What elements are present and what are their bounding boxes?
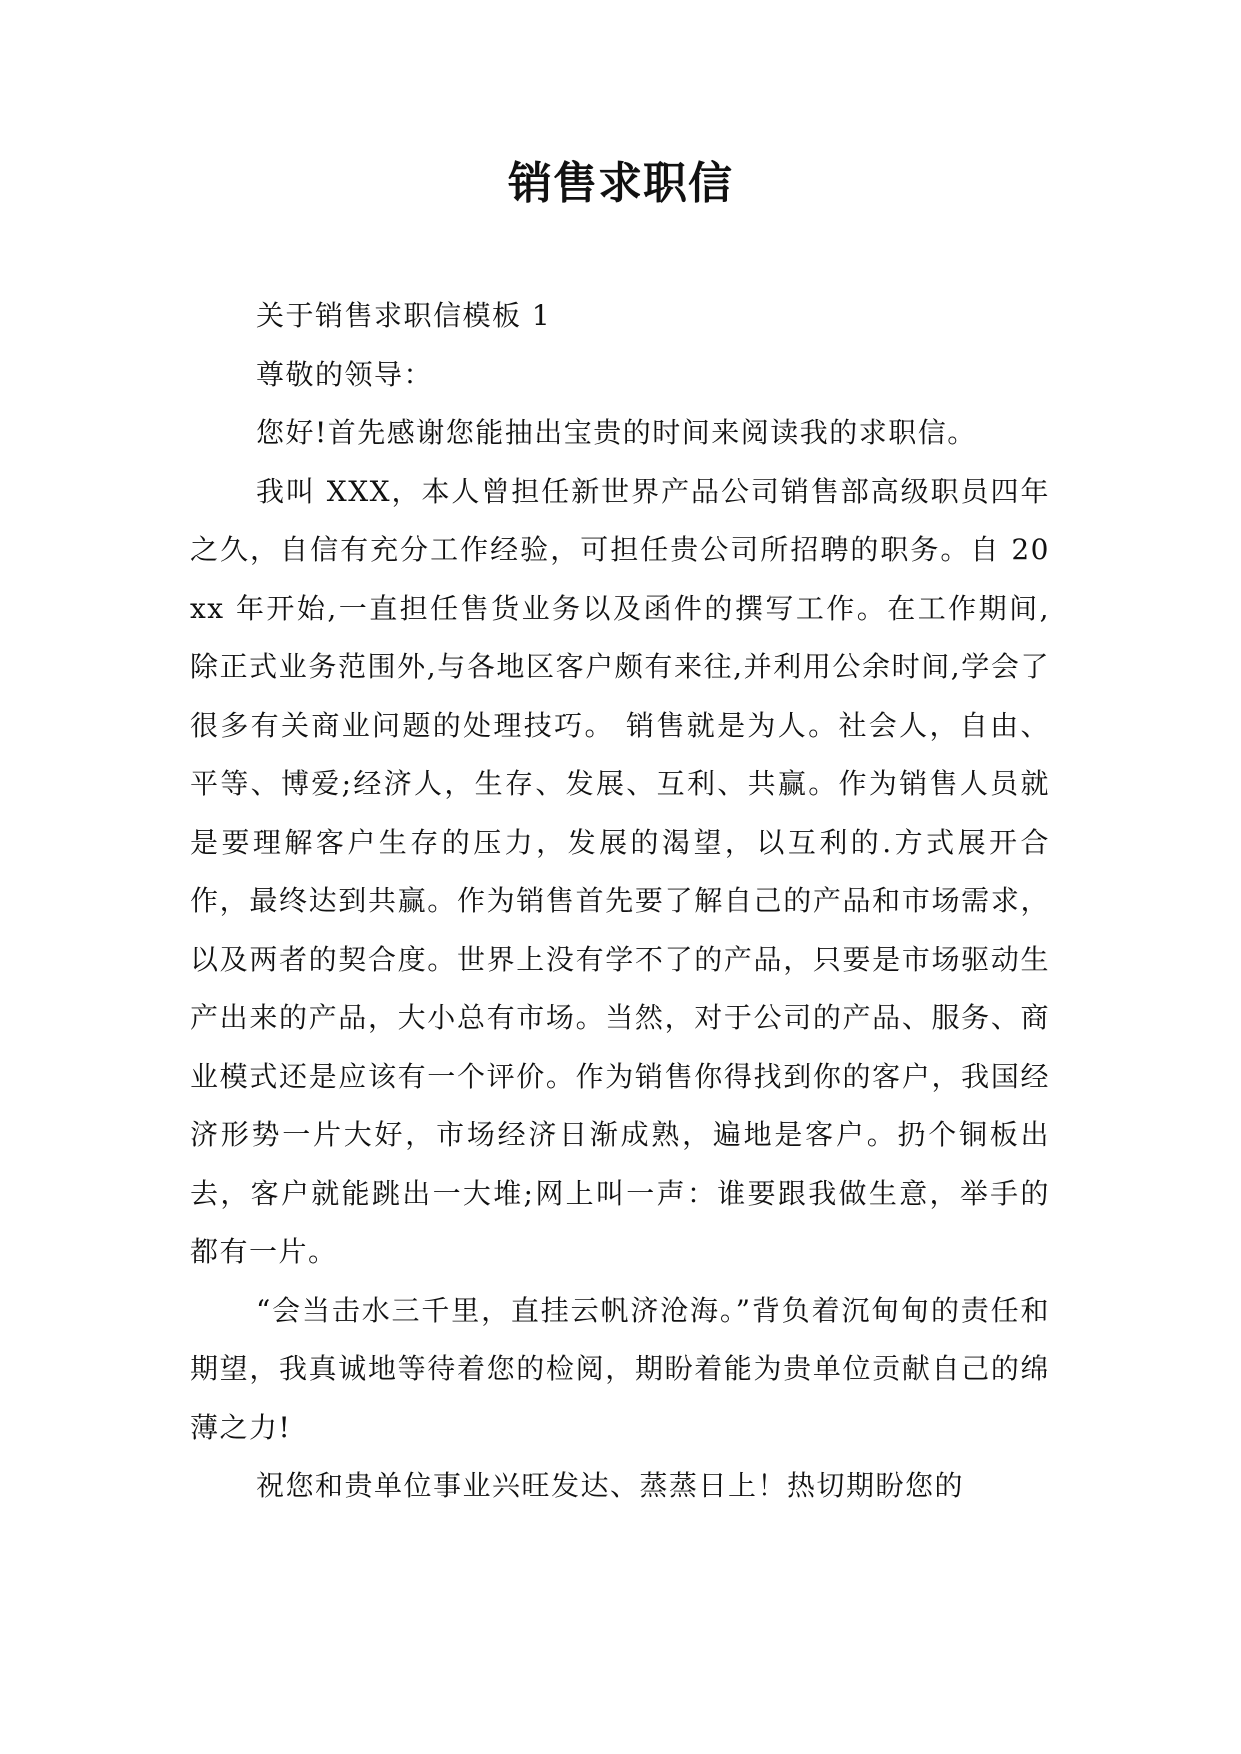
salutation: 尊敬的领导： xyxy=(256,357,434,391)
document-body xyxy=(190,287,1050,1516)
greeting-paragraph: 您好!首先感谢您能抽出宝贵的时间来阅读我的求职信。 xyxy=(256,416,977,449)
document-title: 销售求职信 xyxy=(508,158,733,209)
wishes-paragraph: 祝您和贵单位事业兴旺发达、蒸蒸日上！热切期盼您的 xyxy=(256,1469,965,1502)
section-heading: 关于销售求职信模板 1 xyxy=(256,299,552,332)
body-paragraph: 我叫 XXX，本人曾担任新世界产品公司销售部高级职员四年之久，自信有充分工作经验，可担任贵公司所招聘的职务。自 20xx 年开始,一直担任售货业务以及函件的撰写工作。在工作期间,除正式业务范围外,与各地区客户颇有来往,并利用公余时间,学会了很多有关商业问题的处理技巧。 销售就是为人。社会人，自由、平等、博爱;经济人，生存、发展、互利、共赢。作为销售人员就是要理解客户生存的压力，发展的渴望，以互利的.方式展开合作，最终达到共赢。作为销售首先要了解自己的产品和市场需求，以及两者的契合度。世界上没有学不了的产品，只要是市场驱动生产出来的产品，大小总有市场。当然，对于公司的产品、服务、商业模式还是应该有一个评价。作为销售你得找到你的客户，我国经济形势一片大好，市场经济日渐成熟，遍地是客户。扔个铜板出去，客户就能跳出一大堆;网上叫一声：谁要跟我做生意，举手的都有一片。 xyxy=(190,474,1050,1268)
closing-paragraph: “会当击水三千里，直挂云帆济沧海。”背负着沉甸甸的责任和期望，我真诚地等待着您的检阅，期盼着能为贵单位贡献自己的绵薄之力! xyxy=(190,1293,1050,1444)
